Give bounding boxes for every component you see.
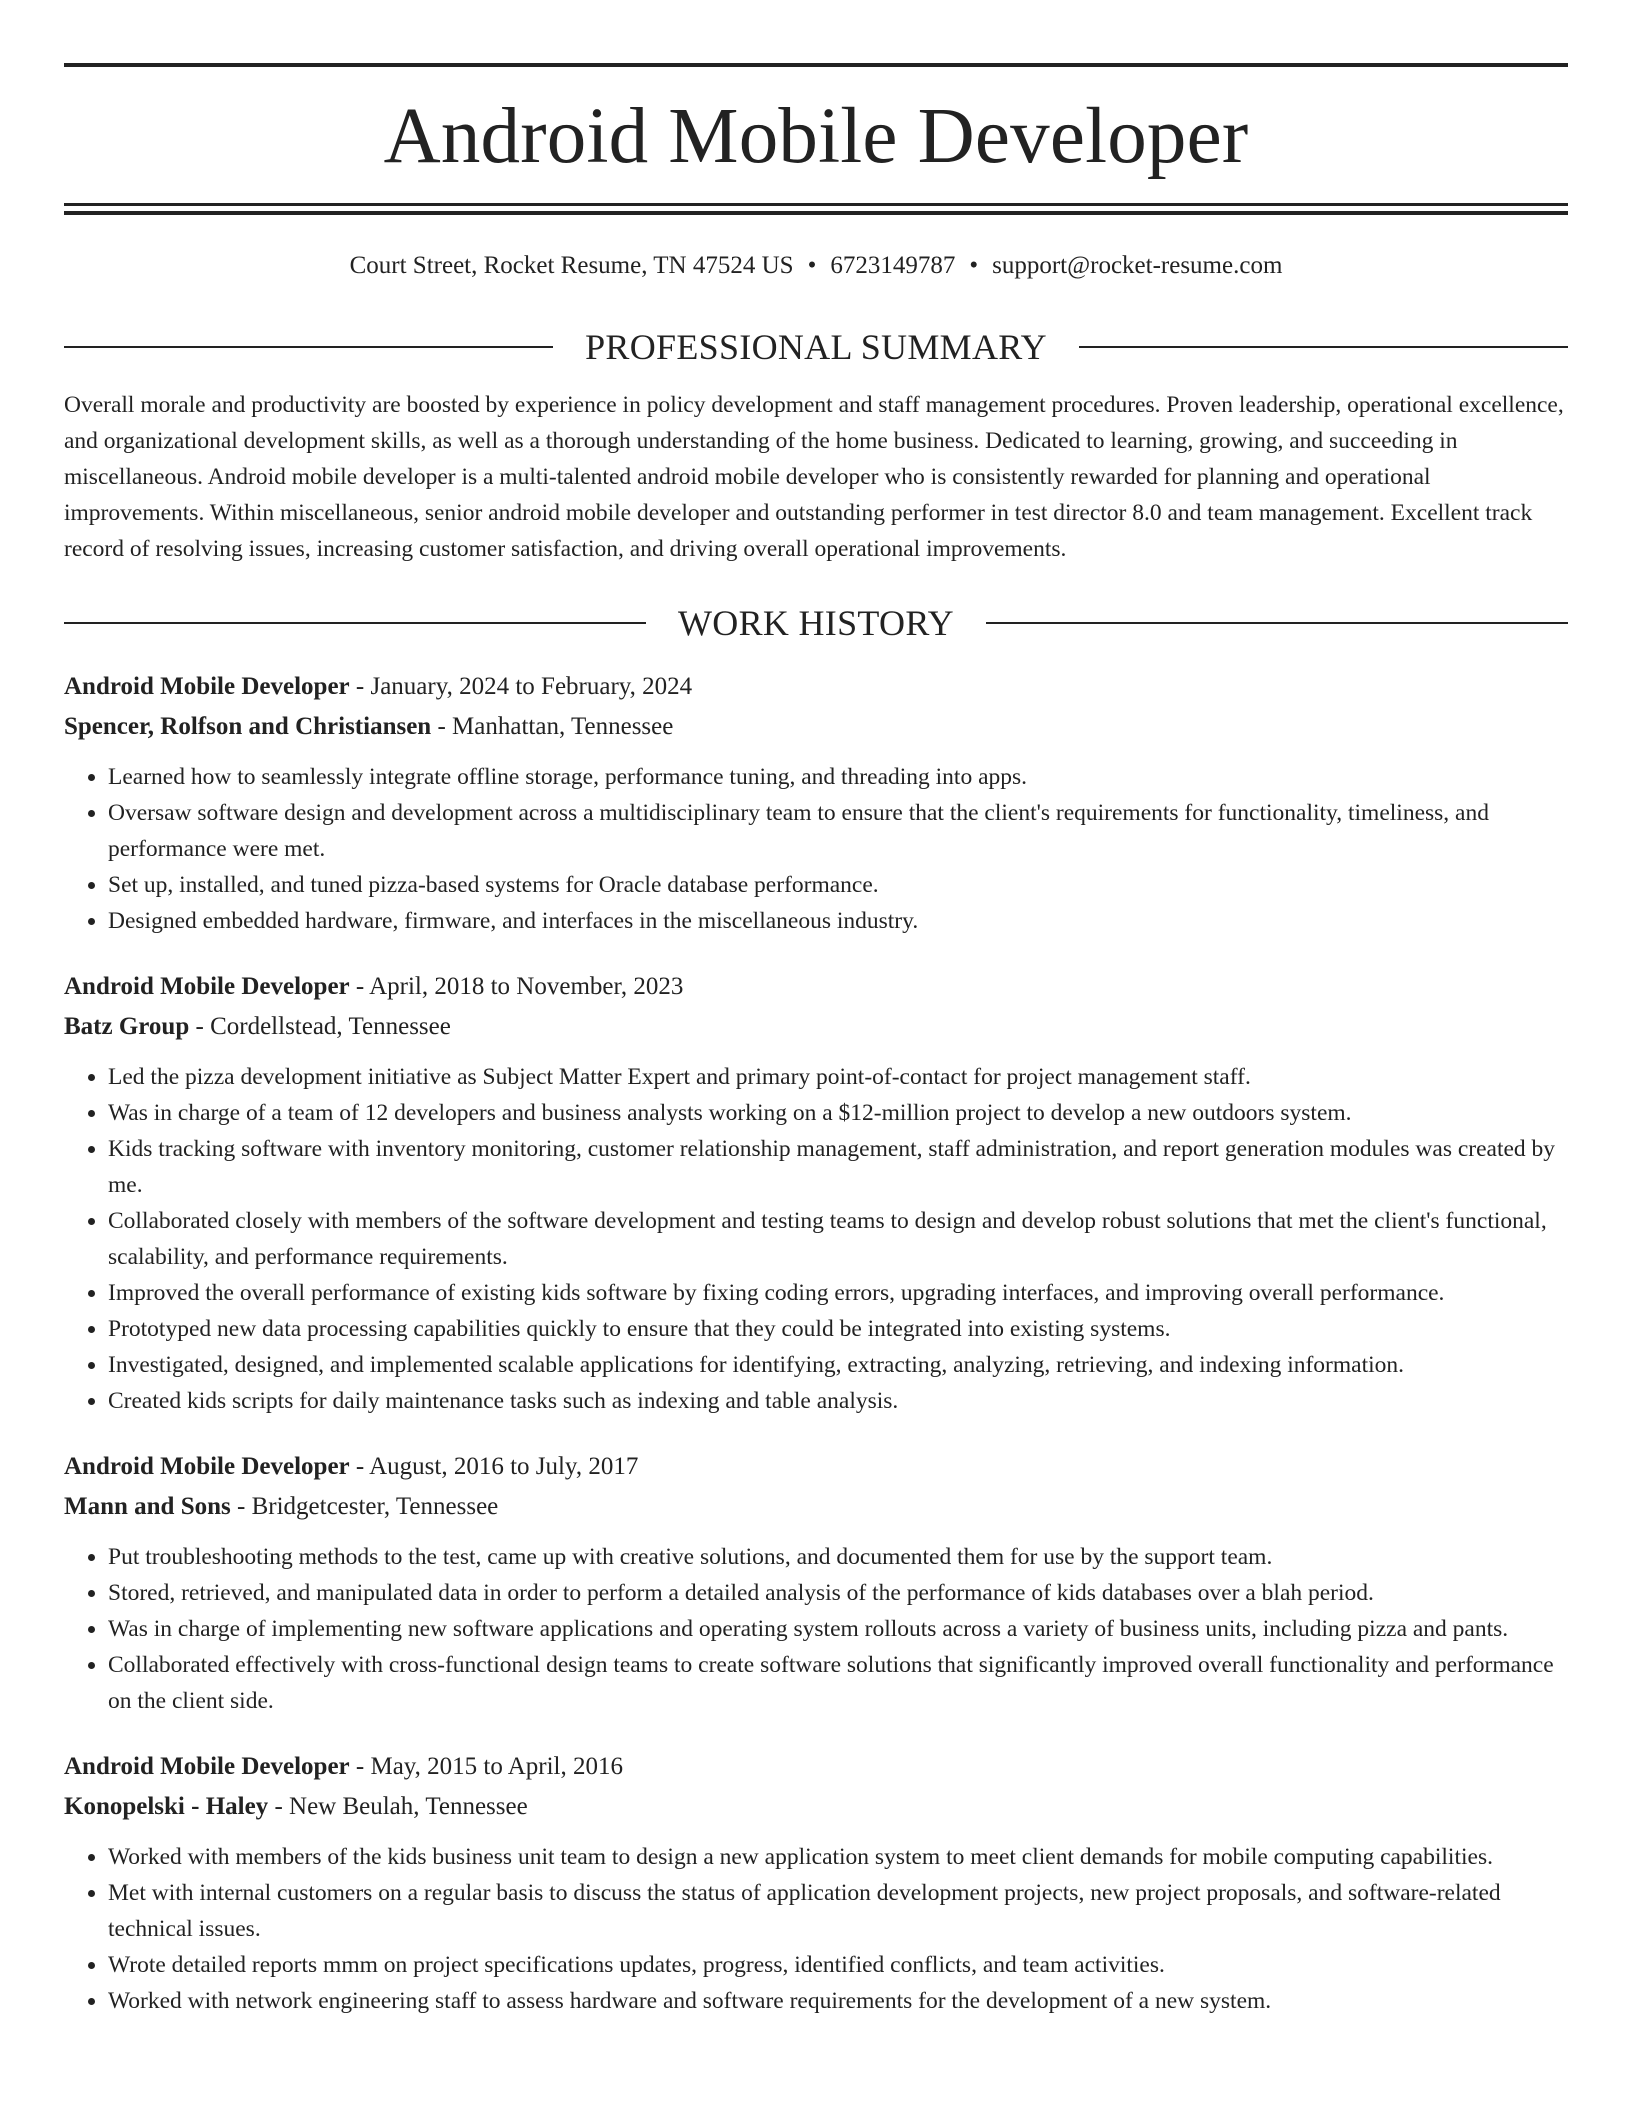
- contact-line: [64, 249, 1568, 283]
- job-bullet: • Worked with network engineering staff to assess hardware and software requirements for the development of a new system.: [108, 1983, 1568, 2019]
- job-role: Android Mobile Developer: [64, 673, 350, 700]
- job-role: Android Mobile Developer: [64, 973, 350, 1000]
- job-bullet: • Stored, retrieved, and manipulated data in order to perform a detailed analysis of the performance of kids databases over a blah period.: [108, 1575, 1568, 1611]
- job-bullet: • Was in charge of a team of 12 developers and business analysts working on a $12-million project to develop a new outdoors system.: [108, 1095, 1568, 1131]
- heading-rule: [64, 346, 553, 348]
- work-title: WORK HISTORY: [678, 603, 954, 643]
- job-entry: [64, 1447, 1568, 1719]
- job-bullet: • Improved the overall performance of existing kids software by fixing coding errors, upgrading interfaces, and improving overall performance.: [108, 1275, 1568, 1311]
- heading-rule: [64, 622, 646, 624]
- job-bullets: [64, 1839, 1568, 2019]
- job-bullets: [64, 1059, 1568, 1419]
- job-bullet: • Prototyped new data processing capabilities quickly to ensure that they could be integrated into existing systems.: [108, 1311, 1568, 1347]
- job-company-line: [64, 1007, 1568, 1047]
- job-company: Spencer, Rolfson and Christiansen: [64, 713, 432, 740]
- job-dates: - January, 2024 to February, 2024: [349, 673, 693, 700]
- job-bullet: • Investigated, designed, and implemented scalable applications for identifying, extracting, analyzing, retrieving, and indexing information.: [108, 1347, 1568, 1383]
- job-company: Batz Group: [64, 1013, 190, 1040]
- job-location: - Cordellstead, Tennessee: [189, 1013, 451, 1040]
- summary-title: PROFESSIONAL SUMMARY: [585, 327, 1047, 367]
- job-bullets: [64, 759, 1568, 939]
- job-role-line: [64, 1747, 1568, 1787]
- job-bullet: • Kids tracking software with inventory monitoring, customer relationship management, staff administration, and report generation modules was created by me.: [108, 1131, 1568, 1203]
- title-double-rule: [64, 203, 1568, 215]
- job-company-line: [64, 1487, 1568, 1527]
- resume-page: [64, 0, 1568, 2019]
- job-entry: [64, 967, 1568, 1419]
- summary-text: Overall morale and productivity are boosted by experience in policy development and staff management procedures. Proven leadership, operational excellence, and organizational development skills, as well as a thorough understanding of the home business. Dedicated to learning, growing, and succeeding in miscellaneous. Android mobile developer is a multi-talented android mobile developer who is consistently rewarded for planning and operational improvements. Within miscellaneous, senior android mobile developer and outstanding performer in test director 8.0 and team management. Excellent track record of resolving issues, increasing customer satisfaction, and driving overall operational improvements.: [64, 392, 1564, 562]
- work-heading: [64, 605, 1568, 641]
- resume-title: Android Mobile Developer: [383, 93, 1249, 180]
- heading-rule: [986, 622, 1568, 624]
- contact-email[interactable]: support@rocket-resume.com: [992, 252, 1283, 279]
- job-dates: - August, 2016 to July, 2017: [349, 1453, 639, 1480]
- job-location: - New Beulah, Tennessee: [268, 1793, 528, 1820]
- job-bullet: • Collaborated effectively with cross-functional design teams to create software solutions that significantly improved overall functionality and performance on the client side.: [108, 1647, 1568, 1719]
- job-bullet: • Set up, installed, and tuned pizza-based systems for Oracle database performance.: [108, 867, 1568, 903]
- job-bullet: • Oversaw software design and development across a multidisciplinary team to ensure that the client's requirements for functionality, timeliness, and performance were met.: [108, 795, 1568, 867]
- contact-separator: •: [969, 252, 979, 279]
- job-bullet: • Collaborated closely with members of the software development and testing teams to design and develop robust solutions that met the client's functional, scalability, and performance requirements.: [108, 1203, 1568, 1275]
- job-bullet: • Created kids scripts for daily maintenance tasks such as indexing and table analysis.: [108, 1383, 1568, 1419]
- job-company-line: [64, 1787, 1568, 1827]
- job-bullet: • Worked with members of the kids business unit team to design a new application system to meet client demands for mobile computing capabilities.: [108, 1839, 1568, 1875]
- heading-rule: [1079, 346, 1568, 348]
- job-bullet: • Wrote detailed reports mmm on project specifications updates, progress, identified conflicts, and team activities.: [108, 1947, 1568, 1983]
- job-role: Android Mobile Developer: [64, 1453, 350, 1480]
- top-rule: [64, 63, 1568, 67]
- job-entry: [64, 667, 1568, 939]
- job-bullet: • Learned how to seamlessly integrate offline storage, performance tuning, and threading into apps.: [108, 759, 1568, 795]
- job-role-line: [64, 967, 1568, 1007]
- contact-separator: •: [807, 252, 817, 279]
- job-company: Konopelski - Haley: [64, 1793, 269, 1820]
- job-entry: [64, 1747, 1568, 2019]
- summary-heading: [64, 329, 1568, 365]
- job-location: - Manhattan, Tennessee: [431, 713, 674, 740]
- job-bullet: • Designed embedded hardware, firmware, and interfaces in the miscellaneous industry.: [108, 903, 1568, 939]
- job-bullet: • Put troubleshooting methods to the test, came up with creative solutions, and documented them for use by the support team.: [108, 1539, 1568, 1575]
- job-bullet: • Led the pizza development initiative as Subject Matter Expert and primary point-of-contact for project management staff.: [108, 1059, 1568, 1095]
- job-role-line: [64, 1447, 1568, 1487]
- job-company: Mann and Sons: [64, 1493, 231, 1520]
- job-dates: - April, 2018 to November, 2023: [349, 973, 684, 1000]
- job-bullets: [64, 1539, 1568, 1719]
- job-location: - Bridgetcester, Tennessee: [230, 1493, 499, 1520]
- job-bullet: • Was in charge of implementing new software applications and operating system rollouts across a variety of business units, including pizza and pants.: [108, 1611, 1568, 1647]
- job-role: Android Mobile Developer: [64, 1753, 350, 1780]
- job-bullet: • Met with internal customers on a regular basis to discuss the status of application development projects, new project proposals, and software-related technical issues.: [108, 1875, 1568, 1947]
- job-dates: - May, 2015 to April, 2016: [349, 1753, 624, 1780]
- job-role-line: [64, 667, 1568, 707]
- contact-phone: 6723149787: [830, 252, 956, 279]
- contact-address: Court Street, Rocket Resume, TN 47524 US: [349, 252, 794, 279]
- job-company-line: [64, 707, 1568, 747]
